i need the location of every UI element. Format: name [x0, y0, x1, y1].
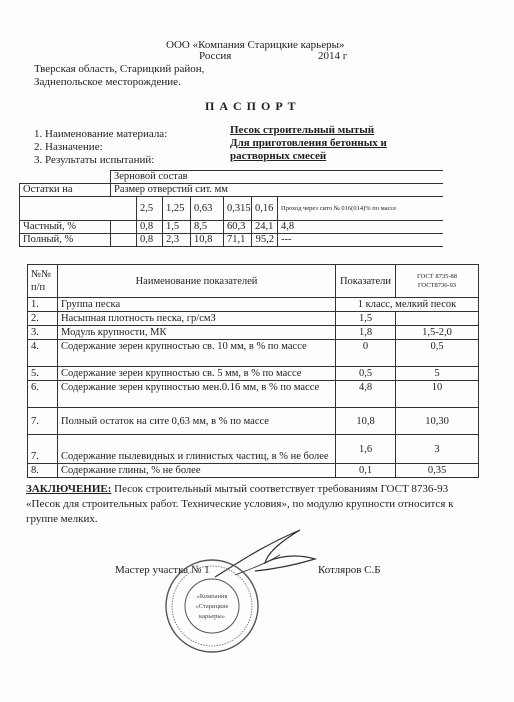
row-num: 1.	[28, 298, 58, 312]
stamp-line-3: карьеры»	[199, 613, 225, 620]
row-gost: 10,30	[396, 408, 479, 435]
header-gost: ГОСТ 8735-88 ГОСТ8736-93	[396, 265, 479, 298]
row-name: Группа песка	[58, 298, 336, 312]
page-title: П А С П О Р Т	[205, 99, 297, 113]
grain-value: 2,3	[163, 234, 191, 247]
info-label-1: 1. Наименование материала:	[34, 128, 168, 140]
row-value: 1 класс, мелкий песок	[336, 298, 479, 312]
stamp-line-1: «Компания	[196, 593, 228, 600]
grain-value: ---	[278, 234, 443, 247]
row-name: Содержание зерен крупностью св. 5 мм, в % по массе	[58, 367, 336, 381]
row-value: 1,6	[336, 435, 396, 464]
row-name: Содержание пылевидных и глинистых частиц, в % не более	[58, 435, 336, 464]
country: Россия	[199, 50, 232, 62]
grain-value: 0,8	[137, 234, 163, 247]
row-num: 7.	[28, 435, 58, 464]
row-gost: 0,5	[396, 340, 479, 367]
row-name: Насыпная плотность песка, гр/смЗ	[58, 312, 336, 326]
row-name: Содержание глины, % не более	[58, 464, 336, 478]
size-cell: 2,5	[137, 197, 163, 221]
grain-value: 24,1	[252, 221, 278, 234]
row-value: 1,8	[336, 326, 396, 340]
row-name: Полный остаток на сите 0,63 мм, в % по массе	[58, 408, 336, 435]
row-name: Содержание зерен крупностью мен.0.16 мм, в % по массе	[58, 381, 336, 408]
row-num: 8.	[28, 464, 58, 478]
conclusion-text: Песок строительный мытый соответствует требованиям ГОСТ 8736-93 «Песок для строительных работ. Технические условия», по модулю крупности относится к группе мелких.	[26, 483, 454, 525]
grain-value: 0,8	[137, 221, 163, 234]
grain-row-label: Полный, %	[20, 234, 111, 247]
deposit: Заднепольское месторождение.	[34, 76, 181, 88]
row-gost	[396, 312, 479, 326]
header-name: Наименование показателей	[58, 265, 336, 298]
company-stamp	[164, 558, 260, 654]
row-value: 0,5	[336, 367, 396, 381]
info-label-3: 3. Результаты испытаний:	[34, 154, 155, 166]
grain-table	[19, 170, 443, 247]
conclusion-label: ЗАКЛЮЧЕНИЕ:	[26, 483, 112, 495]
row-value: 4,8	[336, 381, 396, 408]
row-value: 0	[336, 340, 396, 367]
grain-sizes-label: Размер отверстий сит. мм	[111, 184, 443, 197]
row-value: 10,8	[336, 408, 396, 435]
info-label-2: 2. Назначение:	[34, 141, 103, 153]
row-name: Модуль крупности, МК	[58, 326, 336, 340]
row-gost: 1,5-2,0	[396, 326, 479, 340]
row-num: 5.	[28, 367, 58, 381]
grain-row-label: Частный, %	[20, 221, 111, 234]
row-num: 7.	[28, 408, 58, 435]
stamp-line-2: «Старицкие	[195, 603, 229, 610]
grain-rest-label: Остатки на	[20, 184, 111, 197]
grain-value: 95,2	[252, 234, 278, 247]
row-value: 0,1	[336, 464, 396, 478]
signature-name: Котляров С.Б	[318, 564, 381, 576]
row-num: 6.	[28, 381, 58, 408]
grain-value: 1,5	[163, 221, 191, 234]
signature-role: Мастер участка № 1	[115, 564, 210, 576]
grain-value: 4,8	[278, 221, 443, 234]
row-gost: 5	[396, 367, 479, 381]
info-value-2: Для приготовления бетонных и	[230, 137, 387, 149]
conclusion	[26, 482, 484, 527]
pass-through-label: Проход через сито № 016(014)% по массе	[278, 197, 443, 221]
size-cell: 0,315	[224, 197, 252, 221]
row-num: 4.	[28, 340, 58, 367]
header-values: Показатели	[336, 265, 396, 298]
indicators-table	[27, 264, 479, 478]
size-cell: 0,16	[252, 197, 278, 221]
company-name: ООО «Компания Старицкие карьеры»	[166, 39, 345, 51]
grain-value: 60,3	[224, 221, 252, 234]
year: 2014 г	[318, 50, 348, 62]
row-gost: 3	[396, 435, 479, 464]
row-num: 2.	[28, 312, 58, 326]
info-value-3: растворных смесей	[230, 150, 327, 162]
size-cell: 0,63	[191, 197, 224, 221]
grain-value: 10,8	[191, 234, 224, 247]
grain-value: 8,5	[191, 221, 224, 234]
grain-value: 71,1	[224, 234, 252, 247]
header-num: №№ п/п	[28, 265, 58, 298]
row-gost: 0,35	[396, 464, 479, 478]
row-name: Содержание зерен крупностью св. 10 мм, в % по массе	[58, 340, 336, 367]
grain-table-title: Зерновой состав	[111, 171, 443, 184]
row-gost: 10	[396, 381, 479, 408]
size-cell: 1,25	[163, 197, 191, 221]
region: Тверская область, Старицкий район,	[34, 63, 205, 75]
row-num: 3.	[28, 326, 58, 340]
info-value-1: Песок строительный мытый	[230, 124, 375, 136]
row-value: 1,5	[336, 312, 396, 326]
